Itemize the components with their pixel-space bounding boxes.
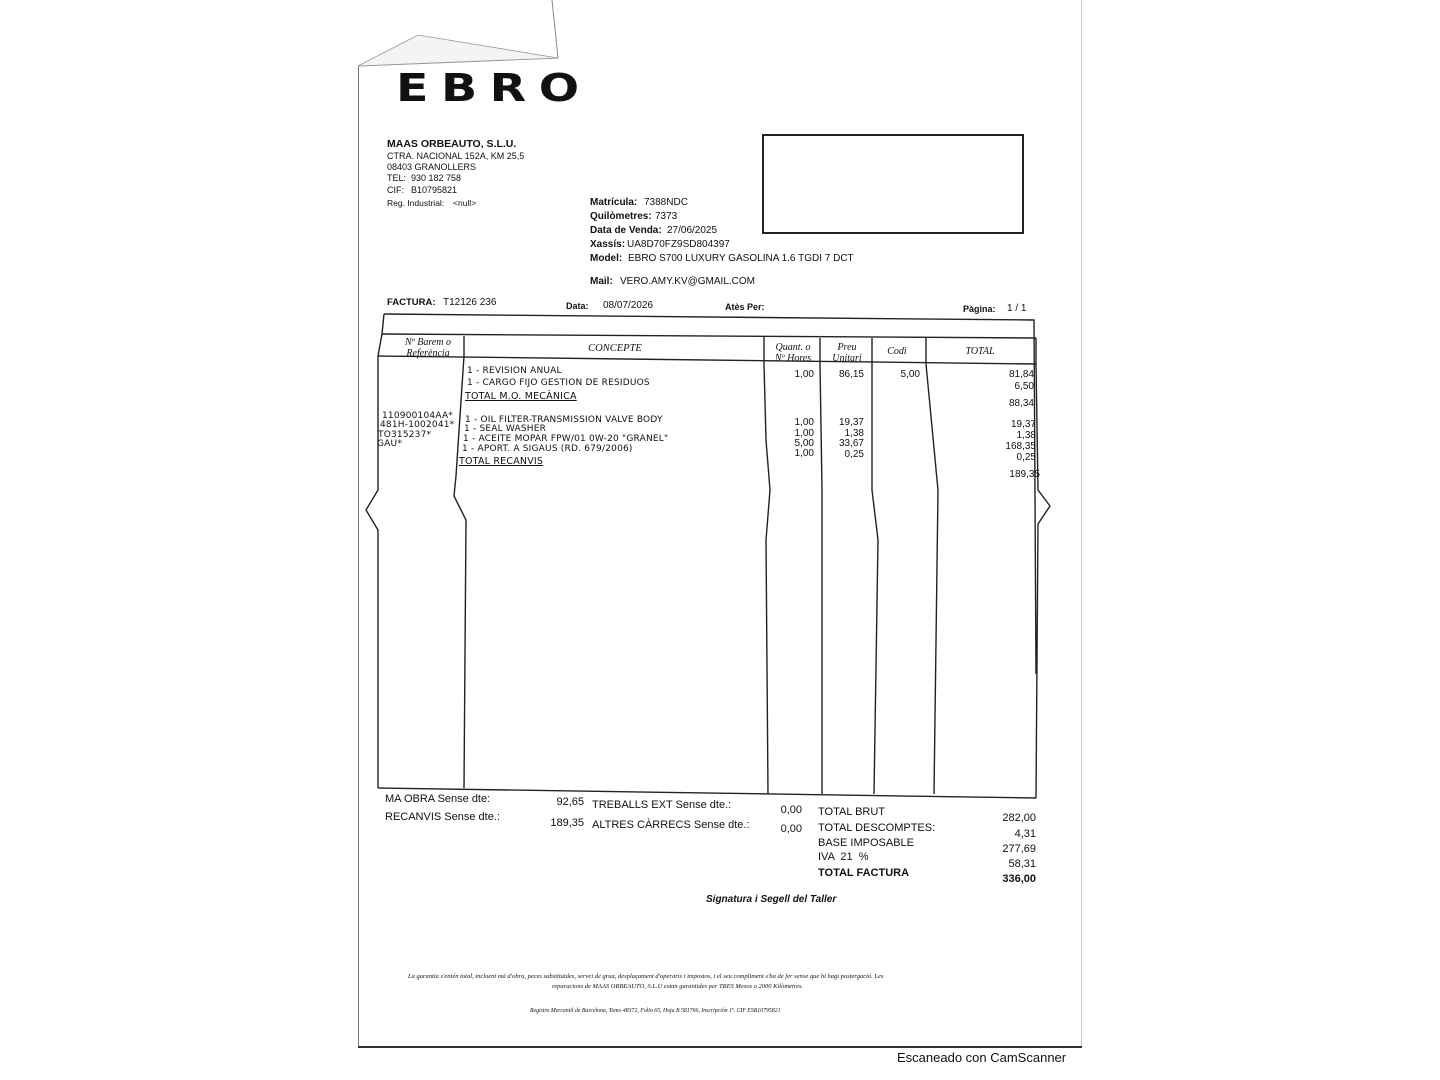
factura-label: FACTURA: — [387, 297, 436, 308]
parts-line-3-concept: 1 - ACEITE MOPAR FPW/01 0W-20 "GRANEL" — [463, 434, 669, 444]
header-codi: Codi — [887, 346, 907, 357]
total-brut-value: 282,00 — [1002, 812, 1036, 824]
total-factura-value: 336,00 — [1002, 873, 1036, 885]
ates-per-label: Atès Per: — [725, 302, 765, 312]
company-tel-label: TEL: — [387, 173, 407, 183]
km-value: 7373 — [655, 211, 678, 222]
iva-label: IVA 21 % — [818, 851, 869, 863]
ref-3: TO315237* — [378, 430, 432, 440]
parts-line-1-concept: 1 - OIL FILTER-TRANSMISSION VALVE BODY — [465, 415, 663, 425]
altres-carrecs-value: 0,00 — [780, 823, 802, 835]
company-tel: 930 182 758 — [411, 173, 462, 183]
data-venda-value: 27/06/2025 — [667, 225, 718, 236]
parts-line-3-total: 168,35 — [1005, 441, 1036, 452]
parts-line-3-quant: 5,00 — [794, 438, 814, 449]
header-quant-line1: Quant. o — [775, 342, 811, 353]
base-imposable-value: 277,69 — [1002, 843, 1036, 855]
header-quant — [766, 342, 820, 364]
camscanner-caption: Escaneado con CamScanner — [897, 1050, 1067, 1065]
labour-total-label: TOTAL M.O. MECÀNICA — [465, 391, 577, 402]
labour-line-1-concept: 1 - REVISION ANUAL — [467, 366, 562, 376]
labour-line-1-preu: 86,15 — [838, 369, 864, 380]
parts-line-1-preu: 19,37 — [838, 417, 864, 428]
company-address-2: 08403 GRANOLLERS — [387, 162, 477, 172]
company-cif: B10795821 — [411, 185, 458, 195]
matricula-label: Matrícula: — [590, 197, 638, 208]
total-brut-label: TOTAL BRUT — [818, 806, 886, 818]
header-ref-line1: Nº Barem o — [404, 337, 452, 348]
parts-total-value: 189,35 — [1009, 469, 1040, 480]
treballs-ext-value: 0,00 — [780, 804, 802, 816]
parts-line-3-preu: 33,67 — [838, 438, 864, 449]
parts-line-1-quant: 1,00 — [794, 417, 814, 428]
ref-4: GAU* — [377, 439, 403, 449]
labour-line-1-quant: 1,00 — [794, 369, 814, 380]
mail-label: Mail: — [590, 276, 613, 287]
sheet-bottom-edge — [358, 1046, 1082, 1048]
xassis-label: Xassís: — [590, 239, 626, 250]
company-name: MAAS ORBEAUTO, S.L.U. — [387, 138, 517, 150]
base-imposable-label: BASE IMPOSABLE — [818, 837, 914, 849]
total-factura-label: TOTAL FACTURA — [818, 867, 910, 879]
ref-2: 481H-1002041* — [380, 420, 455, 430]
company-address-1: CTRA. NACIONAL 152A, KM 25,5 — [387, 151, 525, 161]
parts-total-label: TOTAL RECANVIS — [459, 456, 544, 467]
labour-line-1-codi: 5,00 — [900, 369, 920, 380]
parts-line-2-quant: 1,00 — [794, 428, 814, 439]
header-concepte: CONCEPTE — [588, 343, 642, 354]
header-preu — [822, 342, 872, 364]
data-venda-label: Data de Venda: — [590, 225, 662, 236]
parts-line-4-concept: 1 - APORT. A SIGAUS (RD. 679/2006) — [462, 444, 633, 454]
parts-line-1-total: 19,37 — [1010, 419, 1036, 430]
km-label: Quilòmetres: — [590, 211, 652, 222]
signature-label: Signatura i Segell del Taller — [706, 894, 837, 905]
factura-number: T12126 236 — [443, 297, 497, 308]
parts-line-4-quant: 1,00 — [794, 448, 814, 459]
ma-obra-label: MA OBRA Sense dte: — [385, 793, 491, 805]
footer-line-1: La garantia s'entén total, incloent mà d'obra, peces substituïdes, servei de grua, desplaçament d'operaris i impostos, i el seu compliment s'ha de fer sense que hi hagi postergació. Les — [408, 973, 884, 980]
model-value: EBRO S700 LUXURY GASOLINA 1.6 TGDI 7 DCT — [628, 253, 854, 264]
company-reg: <null> — [453, 198, 477, 208]
footer-line-3: Registro Mercantil de Barcelona, Tomo 48372, Folio 65, Hoja B 581766, Inscripción 1ª. CIF ESB10795821 — [530, 1008, 781, 1014]
treballs-ext-label: TREBALLS EXT Sense dte.: — [592, 799, 732, 811]
ma-obra-value: 92,65 — [556, 796, 584, 808]
ref-1: 110900104AA* — [382, 411, 453, 421]
labour-line-1-total: 81,84 — [1008, 369, 1034, 380]
header-preu-line2: Unitari — [832, 353, 862, 364]
parts-line-4-preu: 0,25 — [844, 449, 864, 460]
mail-value: VERO.AMY.KV@GMAIL.COM — [620, 276, 755, 287]
date-value: 08/07/2026 — [603, 300, 654, 311]
parts-line-2-preu: 1,38 — [844, 428, 864, 439]
pagina-value: 1 / 1 — [1007, 303, 1027, 314]
header-quant-line2: Nº Hores — [774, 353, 812, 364]
invoice-table-frame — [360, 310, 1060, 800]
total-descomptes-value: 4,31 — [1014, 828, 1036, 840]
company-cif-label: CIF: — [387, 185, 404, 195]
header-ref-line2: Referència — [406, 348, 450, 359]
parts-line-2-total: 1,38 — [1016, 430, 1036, 441]
model-label: Model: — [590, 253, 623, 264]
customer-address-box — [762, 134, 1024, 234]
ebro-logo: EBRO — [396, 66, 592, 110]
xassis-value: UA8D70FZ9SD804397 — [627, 239, 730, 250]
footer-line-2: reparacions de MAAS ORBEAUTO, S.L.U estan garantides per TRES Mesos o 2000 Kilòmetres. — [552, 983, 804, 990]
recanvis-value: 189,35 — [550, 817, 584, 829]
iva-value: 58,31 — [1008, 858, 1036, 870]
sheet-right-edge — [1081, 0, 1082, 1048]
sheet-left-edge — [358, 66, 359, 1048]
labour-total-value: 88,34 — [1008, 398, 1034, 409]
recanvis-label: RECANVIS Sense dte.: — [385, 811, 500, 823]
header-total: TOTAL — [965, 346, 995, 357]
pagina-label: Pàgina: — [963, 304, 996, 314]
labour-line-2-total: 6,50 — [1014, 381, 1034, 392]
parts-line-2-concept: 1 - SEAL WASHER — [464, 424, 547, 434]
total-descomptes-label: TOTAL DESCOMPTES: — [818, 822, 936, 834]
folded-corner — [358, 0, 568, 72]
header-ref — [398, 337, 458, 359]
parts-line-4-total: 0,25 — [1016, 452, 1036, 463]
labour-line-2-concept: 1 - CARGO FIJO GESTION DE RESIDUOS — [467, 378, 650, 388]
matricula-value: 7388NDC — [644, 197, 688, 208]
company-reg-label: Reg. Industrial: — [387, 198, 445, 208]
altres-carrecs-label: ALTRES CÀRRECS Sense dte.: — [592, 819, 750, 831]
header-preu-line1: Preu — [837, 342, 857, 353]
date-label: Data: — [566, 301, 589, 311]
